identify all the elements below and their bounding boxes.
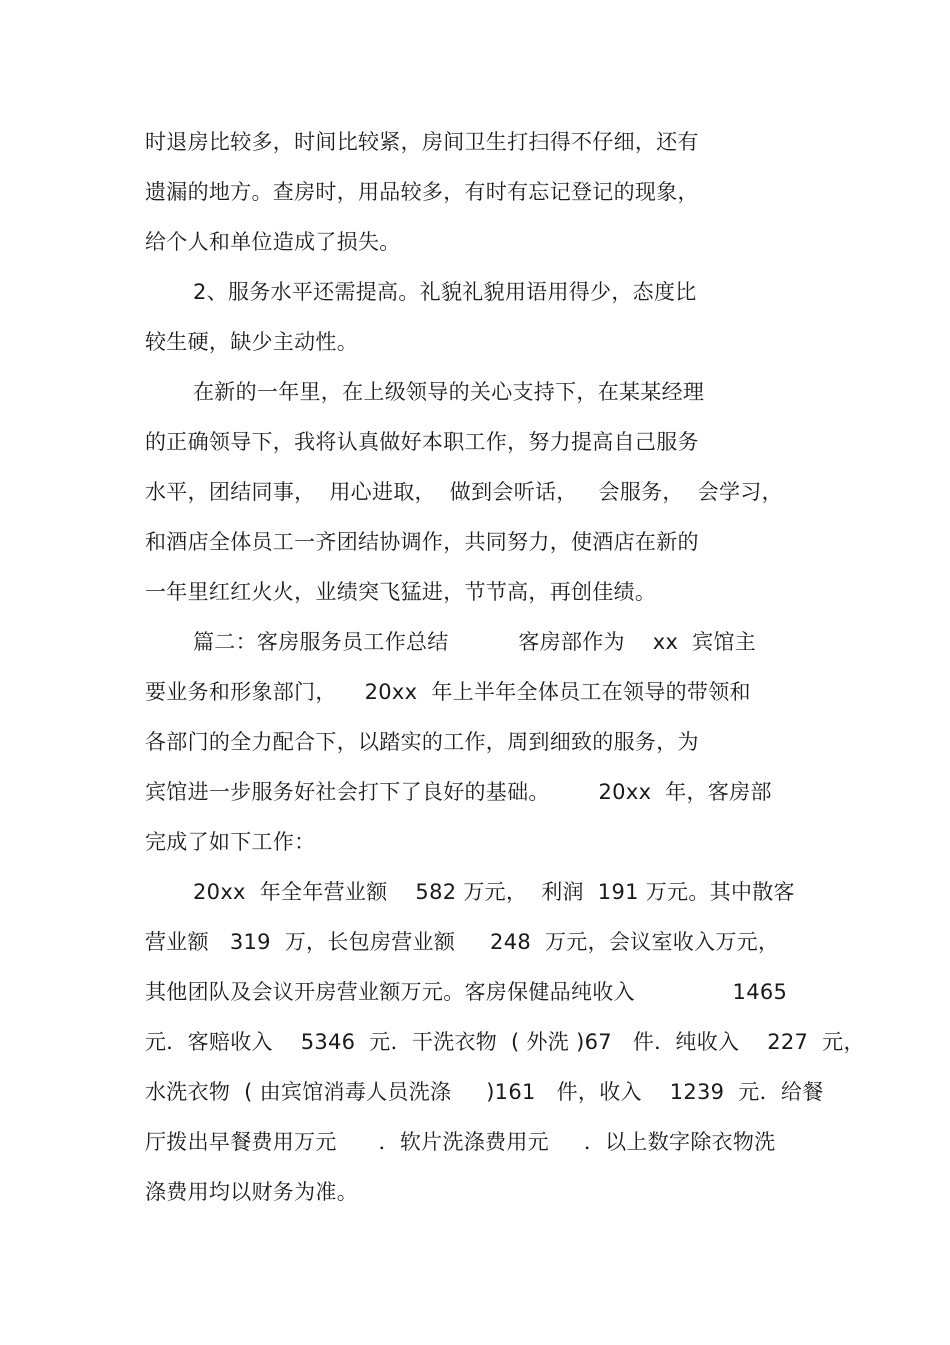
text-line: 各部门的全力配合下，以踏实的工作，周到细致的服务，为 bbox=[145, 730, 699, 754]
text-line: 时退房比较多，时间比较紧，房间卫生打扫得不仔细，还有 bbox=[145, 130, 699, 154]
text-line: 给个人和单位造成了损失。 bbox=[145, 230, 401, 254]
text-line: 较生硬，缺少主动性。 bbox=[145, 330, 358, 354]
text-line: 遗漏的地方。查房时，用品较多，有时有忘记登记的现象， bbox=[145, 180, 699, 204]
text-line: 和酒店全体员工一齐团结协调作，共同努力，使酒店在新的 bbox=[145, 530, 699, 554]
text-line: 2、服务水平还需提高。礼貌礼貌用语用得少，态度比 bbox=[193, 280, 697, 304]
text-line: 涤费用均以财务为准。 bbox=[145, 1180, 358, 1204]
text-line: 营业额 319 万，长包房营业额 248 万元，会议室收入万元， bbox=[145, 930, 780, 954]
text-line: 其他团队及会议开房营业额万元。客房保健品纯收入 1465 bbox=[145, 980, 788, 1004]
section-heading: 篇二：客房服务员工作总结 客房部作为 xx 宾馆主 bbox=[193, 630, 757, 654]
text-line: 完成了如下工作： bbox=[145, 830, 316, 854]
text-line: 的正确领导下，我将认真做好本职工作，努力提高自己服务 bbox=[145, 430, 699, 454]
text-line: 要业务和形象部门， 20xx 年上半年全体员工在领导的带领和 bbox=[145, 680, 751, 704]
text-line: 厅拨出早餐费用万元 ．软片洗涤费用元 ．以上数字除衣物洗 bbox=[145, 1130, 776, 1154]
text-line: 一年里红红火火，业绩突飞猛进，节节高，再创佳绩。 bbox=[145, 580, 657, 604]
text-line: 水平，团结同事， 用心进取， 做到会听话， 会服务， 会学习， bbox=[145, 480, 783, 504]
text-line: 20xx 年全年营业额 582 万元， 利润 191 万元。其中散客 bbox=[193, 880, 795, 904]
text-line: 水洗衣物 ( 由宾馆消毒人员洗涤 )161 件，收入 1239 元．给餐 bbox=[145, 1080, 824, 1104]
text-line: 元．客赔收入 5346 元．干洗衣物 ( 外洗 )67 件．纯收入 227 元， bbox=[145, 1030, 865, 1054]
text-line: 宾馆进一步服务好社会打下了良好的基础。 20xx 年，客房部 bbox=[145, 780, 772, 804]
text-line: 在新的一年里，在上级领导的关心支持下，在某某经理 bbox=[193, 380, 705, 404]
